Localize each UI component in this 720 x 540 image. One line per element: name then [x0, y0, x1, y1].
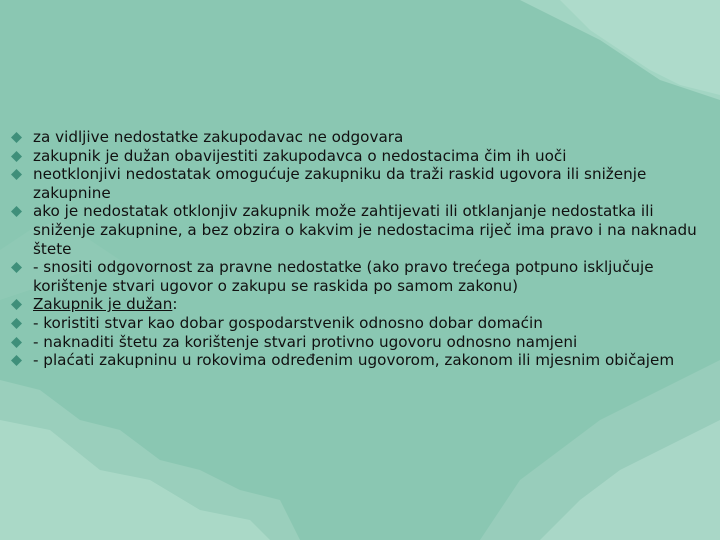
list-item-text: - naknaditi štetu za korištenje stvari protivno ugovoru odnosno namjeni: [33, 332, 578, 351]
list-item-text: zakupnik je dužan obavijestiti zakupodavca o nedostacima čim ih uoči: [33, 146, 567, 165]
list-item: [10, 351, 700, 370]
diamond-bullet-icon: [11, 333, 25, 352]
diamond-bullet-icon: [11, 258, 25, 277]
bullet-list: [10, 128, 700, 370]
section-heading: Zakupnik je dužan: [33, 295, 173, 314]
diamond-bullet-icon: [11, 147, 25, 166]
list-item-text: - koristiti stvar kao dobar gospodarstvenik odnosno dobar domaćin: [33, 313, 543, 332]
list-item: [10, 295, 700, 314]
list-item-text: [33, 295, 700, 314]
list-item: [10, 314, 700, 333]
diamond-bullet-icon: [11, 351, 25, 370]
list-item-text: za vidljive nedostatke zakupodavac ne odgovara: [33, 128, 404, 146]
diamond-bullet-icon: [11, 295, 25, 314]
diamond-bullet-icon: [11, 128, 25, 147]
heading-colon: :: [172, 295, 178, 314]
diamond-bullet-icon: [11, 165, 25, 184]
list-item-text: ako je nedostatak otklonjiv zakupnik može zahtijevati ili otklanjanje nedostatka ili sniženje zakupnine, a bez obzira o kakvim je nedostacima riječ ima pravo i na naknadu štete: [33, 202, 697, 258]
list-item-text: - plaćati zakupninu u rokovima određenim ugovorom, zakonom ili mjesnim običajem: [33, 351, 675, 370]
list-item: [10, 333, 700, 352]
diamond-bullet-icon: [11, 202, 25, 221]
list-item: [10, 202, 700, 258]
diamond-bullet-icon: [11, 314, 25, 333]
list-item: [10, 258, 700, 295]
list-item: [10, 165, 700, 202]
list-item: [10, 147, 700, 166]
list-item-text: - snositi odgovornost za pravne nedostatke (ako pravo trećega potpuno isključuje korištenje stvari ugovor o zakupu se raskida po samom zakonu): [33, 258, 654, 295]
list-item: [10, 128, 700, 147]
list-item-text: neotklonjivi nedostatak omogućuje zakupniku da traži raskid ugovora ili sniženje zakupnine: [33, 165, 647, 202]
